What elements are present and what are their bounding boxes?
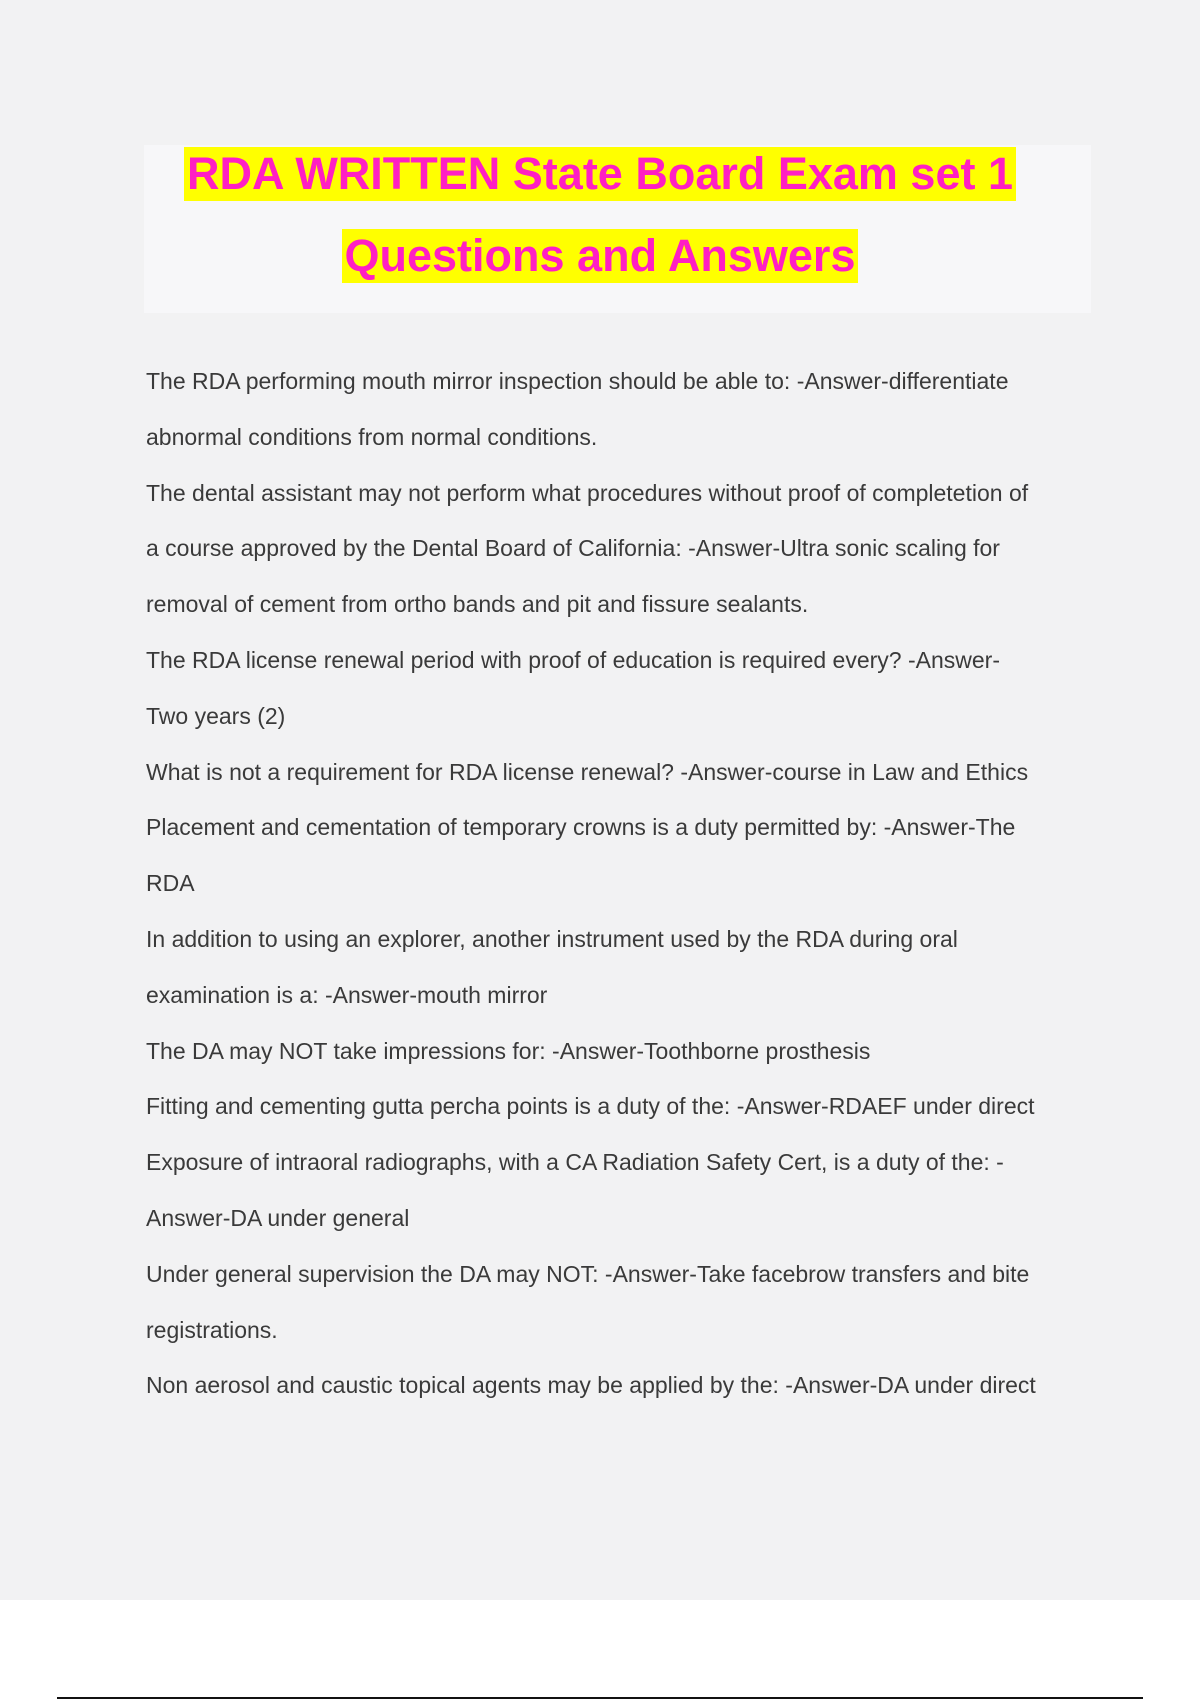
body-line: The dental assistant may not perform what procedures without proof of completetion of bbox=[146, 479, 1029, 506]
body-line: Fitting and cementing gutta percha points is a duty of the: -Answer-RDAEF under direct bbox=[146, 1093, 1035, 1120]
body-line: RDA bbox=[146, 870, 195, 897]
body-line: examination is a: -Answer-mouth mirror bbox=[146, 981, 548, 1008]
body-line: Two years (2) bbox=[146, 702, 286, 729]
title-row-1 bbox=[0, 147, 1200, 201]
body-line: The RDA performing mouth mirror inspection should be able to: -Answer-differentiate bbox=[146, 368, 1009, 394]
body-line: In addition to using an explorer, another instrument used by the RDA during oral bbox=[146, 925, 958, 952]
title-row-2 bbox=[0, 229, 1200, 283]
body-line: The DA may NOT take impressions for: -Answer-Toothborne prosthesis bbox=[146, 1037, 871, 1064]
document-title-line-1: RDA WRITTEN State Board Exam set 1 bbox=[184, 147, 1016, 201]
page-divider-line bbox=[57, 1697, 1143, 1699]
body-line: a course approved by the Dental Board of California: -Answer-Ultra sonic scaling for bbox=[146, 535, 1000, 562]
body-line: Answer-DA under general bbox=[146, 1204, 410, 1231]
body-line: Placement and cementation of temporary crowns is a duty permitted by: -Answer-The bbox=[146, 814, 1016, 841]
body-line: abnormal conditions from normal conditions. bbox=[146, 423, 598, 450]
body-line: registrations. bbox=[146, 1316, 278, 1343]
body-line: Exposure of intraoral radiographs, with a CA Radiation Safety Cert, is a duty of the: - bbox=[146, 1149, 1004, 1176]
body-line: The RDA license renewal period with proof of education is required every? -Answer- bbox=[146, 646, 1000, 673]
document-title-line-2: Questions and Answers bbox=[342, 229, 859, 283]
body-line: removal of cement from ortho bands and pit and fissure sealants. bbox=[146, 591, 809, 618]
body-line: Non aerosol and caustic topical agents may be applied by the: -Answer-DA under direct bbox=[146, 1372, 1036, 1399]
body-line: What is not a requirement for RDA license renewal? -Answer-course in Law and Ethics bbox=[146, 758, 1029, 785]
body-line: Under general supervision the DA may NOT: -Answer-Take facebrow transfers and bite bbox=[146, 1260, 1030, 1287]
document-body bbox=[146, 354, 1096, 1414]
